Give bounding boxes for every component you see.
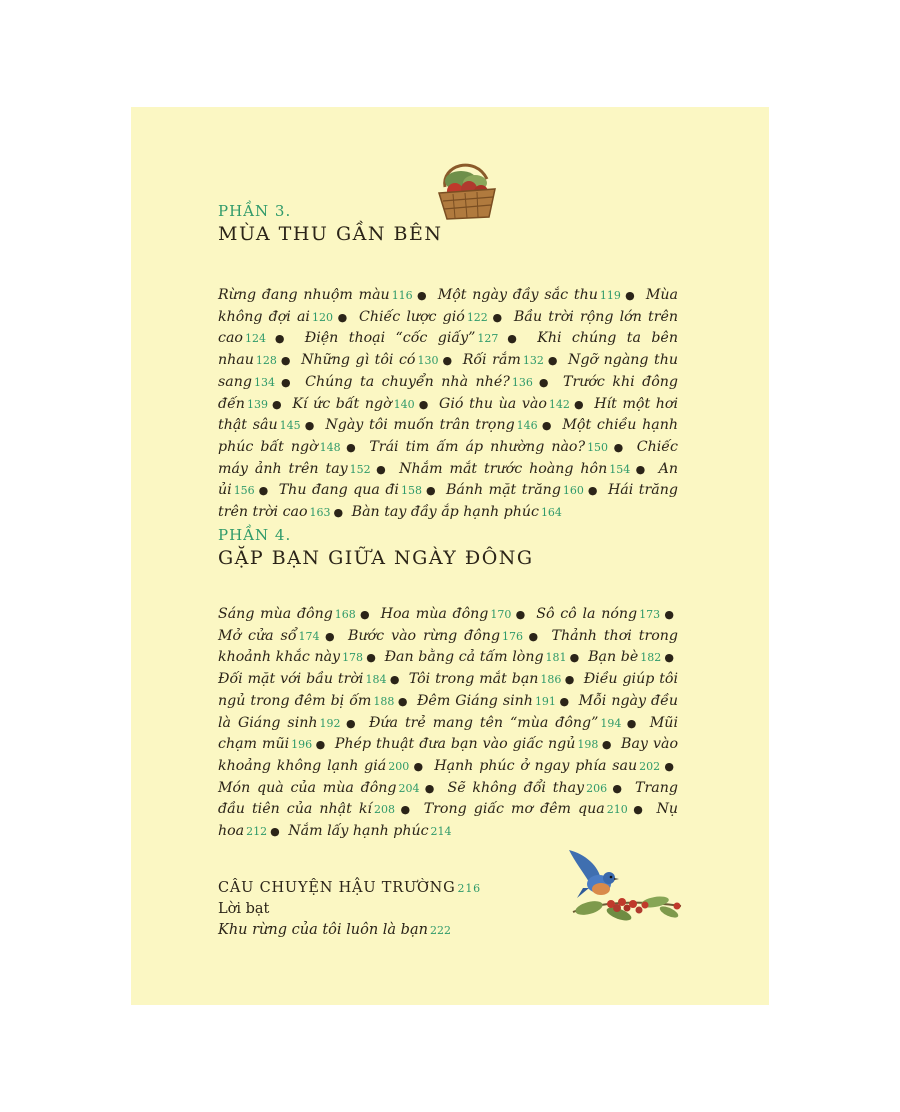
entry-title: Đứa trẻ mang tên “mùa đông” — [368, 714, 599, 731]
toc-entry[interactable] — [301, 352, 438, 368]
toc-entry[interactable] — [536, 606, 660, 622]
toc-entry[interactable] — [348, 628, 523, 644]
part-4-toc — [218, 604, 678, 843]
bullet-icon: ● — [501, 332, 523, 346]
entry-title: Hạnh phúc ở ngay phía sau — [434, 757, 638, 774]
toc-entry[interactable] — [352, 504, 562, 520]
entry-page: 122 — [466, 310, 488, 324]
bullet-icon: ● — [569, 651, 580, 665]
bullet-icon: ● — [663, 759, 675, 773]
part-3-toc — [218, 285, 678, 524]
bullet-icon: ● — [333, 506, 344, 520]
entry-page: 208 — [373, 803, 395, 817]
entry-page: 196 — [291, 738, 313, 752]
part-3-label: PHẦN 3. — [218, 202, 292, 220]
entry-page: 120 — [311, 310, 333, 324]
entry-title: Kí ức bất ngờ — [292, 395, 392, 412]
entry-title: Rối rắm — [462, 352, 521, 369]
toc-entry[interactable] — [399, 461, 630, 477]
entry-page: 150 — [587, 440, 609, 454]
entry-title: Những gì tôi có — [301, 352, 416, 369]
entry-title: Trong giấc mơ đêm qua — [423, 801, 605, 818]
bullet-icon: ● — [412, 759, 425, 773]
entry-title: Gió thu ùa vào — [439, 395, 547, 412]
entry-title: Thảnh thơi trong khoảnh khắc này — [218, 627, 678, 666]
entry-page: 182 — [640, 651, 662, 665]
bullet-icon: ● — [366, 651, 376, 665]
entry-page: 200 — [388, 759, 410, 773]
entry-title: Nắm lấy hạnh phúc — [288, 823, 429, 840]
entry-title: Trái tim ấm áp nhường nào? — [369, 438, 586, 455]
behind-scenes-page: 216 — [457, 882, 481, 895]
bluebird-on-berry-branch-illustration — [559, 842, 689, 928]
entry-title: Tôi trong mắt bạn — [408, 671, 539, 688]
toc-entry[interactable] — [218, 780, 420, 796]
entry-title: Trang đầu tiên của nhật kí — [218, 779, 678, 818]
part-3-section — [218, 202, 678, 524]
entry-page: 204 — [398, 781, 420, 795]
entry-page: 212 — [246, 825, 268, 839]
entry-title: Hoa mùa đông — [380, 606, 489, 622]
toc-entry[interactable] — [446, 482, 584, 498]
entry-title: Nhắm mắt trước hoàng hôn — [399, 460, 608, 477]
entry-title: Mùa không đợi ai — [218, 287, 678, 325]
bullet-icon: ● — [279, 354, 292, 368]
bullet-icon: ● — [564, 673, 575, 687]
toc-entry[interactable] — [447, 780, 607, 796]
book-page — [131, 107, 769, 1005]
entry-title: Bước vào rừng đông — [348, 627, 501, 644]
entry-page: 181 — [545, 651, 567, 665]
toc-entry[interactable] — [434, 758, 660, 774]
entry-title: An ủi — [218, 460, 679, 499]
entry-page: 124 — [244, 332, 266, 346]
entry-title: Ngày tôi muốn trân trọng — [325, 417, 515, 434]
bullet-icon: ● — [397, 694, 408, 708]
entry-title: Bay vào khoảng không lạnh giá — [218, 736, 678, 774]
bullet-icon: ● — [546, 354, 559, 368]
entry-title: Mở cửa sổ — [218, 627, 297, 644]
entry-page: 178 — [342, 651, 364, 665]
entry-title: Hít một hơi thật sâu — [218, 395, 678, 434]
bullet-icon: ● — [373, 462, 389, 476]
behind-scenes-title: CÂU CHUYỆN HẬU TRƯỜNG — [218, 880, 456, 896]
entry-title: Một ngày đầy sắc thu — [437, 287, 598, 303]
bullet-icon: ● — [441, 354, 454, 368]
toc-entry[interactable] — [369, 439, 608, 455]
bullet-icon: ● — [490, 310, 504, 324]
afterword-page: 222 — [429, 924, 451, 937]
toc-entry[interactable] — [417, 693, 556, 709]
bullet-icon: ● — [358, 608, 371, 621]
bullet-icon: ● — [526, 629, 541, 643]
part-4-title: GẶP BẠN GIỮA NGÀY ĐÔNG — [218, 547, 534, 569]
entry-title: Thu đang qua đi — [278, 482, 399, 499]
part-4-label: PHẦN 4. — [218, 526, 292, 544]
toc-entry[interactable] — [218, 287, 413, 303]
bullet-icon: ● — [343, 440, 359, 454]
bullet-icon: ● — [315, 738, 326, 752]
entry-title: Sẽ không đổi thay — [447, 779, 585, 796]
bullet-icon: ● — [270, 397, 283, 411]
entry-title: Khi chúng ta bên nhau — [218, 330, 678, 369]
entry-page: 158 — [400, 484, 422, 498]
entry-page: 139 — [246, 397, 268, 411]
entry-page: 146 — [516, 419, 538, 433]
bullet-icon: ● — [623, 289, 637, 302]
entry-page: 206 — [586, 781, 608, 795]
bullet-icon: ● — [540, 419, 553, 433]
toc-entry[interactable] — [424, 801, 628, 817]
toc-entry[interactable] — [359, 309, 488, 325]
entry-page: 119 — [599, 289, 621, 302]
bullet-icon: ● — [424, 484, 437, 498]
entry-page: 154 — [609, 462, 631, 476]
bullet-icon: ● — [630, 803, 646, 817]
entry-page: 145 — [279, 419, 301, 433]
bullet-icon: ● — [514, 608, 527, 621]
toc-entry[interactable] — [439, 396, 570, 412]
entry-page: 148 — [319, 440, 341, 454]
entry-page: 163 — [309, 506, 331, 520]
entry-title: Chiếc máy ảnh trên tay — [218, 438, 678, 477]
bullet-icon: ● — [268, 332, 291, 346]
entry-page: 128 — [255, 354, 277, 368]
bullet-icon: ● — [572, 397, 585, 411]
bullet-icon: ● — [389, 673, 400, 687]
bullet-icon: ● — [270, 825, 280, 839]
toc-entry[interactable] — [305, 330, 499, 346]
part-3-title: MÙA THU GẦN BÊN — [218, 223, 443, 245]
part-4-section — [218, 526, 678, 843]
bullet-icon: ● — [417, 397, 430, 411]
toc-entry[interactable] — [305, 374, 533, 390]
toc-entry[interactable] — [588, 649, 661, 665]
toc-entry[interactable] — [288, 823, 451, 839]
back-matter — [218, 878, 538, 941]
entry-page: 173 — [639, 608, 661, 621]
bullet-icon: ● — [624, 716, 639, 730]
entry-title: Bàn tay đầy ắp hạnh phúc — [351, 504, 539, 521]
bullet-icon: ● — [535, 375, 552, 389]
entry-page: 198 — [577, 738, 599, 752]
toc-entry[interactable] — [463, 352, 544, 368]
entry-page: 132 — [522, 354, 544, 368]
afterword-entry[interactable] — [218, 920, 538, 941]
bullet-icon: ● — [335, 310, 349, 324]
entry-title: Sô cô la nóng — [536, 606, 638, 622]
entry-page: 176 — [502, 629, 524, 643]
toc-entry[interactable] — [218, 628, 320, 644]
toc-entry[interactable] — [335, 736, 598, 752]
entry-title: Ngỡ ngàng thu sang — [218, 352, 679, 390]
toc-entry[interactable] — [438, 287, 621, 303]
entry-page: 134 — [253, 375, 275, 389]
toc-entry[interactable] — [218, 671, 386, 687]
entry-page: 194 — [600, 716, 622, 730]
entry-title: Điều giúp tôi ngủ trong đêm bị ốm — [218, 671, 678, 709]
entry-page: 140 — [393, 397, 415, 411]
bullet-icon: ● — [277, 375, 294, 389]
entry-title: Đối mặt với bầu trời — [218, 671, 364, 688]
entry-title: Đan bằng cả tấm lòng — [384, 649, 544, 666]
entry-title: Món quà của mùa đông — [218, 779, 397, 796]
bullet-icon: ● — [611, 440, 626, 454]
entry-title: Điện thoại “cốc giấy” — [304, 330, 476, 347]
entry-page: 188 — [373, 694, 395, 708]
entry-page: 202 — [639, 759, 661, 773]
entry-title: Bầu trời rộng lớn trên cao — [218, 308, 679, 347]
bullet-icon: ● — [664, 651, 674, 665]
entry-title: Chiếc lược gió — [358, 308, 465, 325]
toc-entry[interactable] — [381, 606, 512, 622]
entry-page: 116 — [391, 289, 413, 302]
entry-page: 174 — [298, 629, 320, 643]
entry-title: Bạn bè — [588, 649, 639, 666]
entry-title: Nụ hoa — [218, 801, 678, 840]
bullet-icon: ● — [303, 419, 316, 433]
entry-page: 127 — [477, 332, 499, 346]
bullet-icon: ● — [601, 738, 612, 752]
entry-page: 210 — [606, 803, 628, 817]
behind-scenes-entry[interactable] — [218, 878, 538, 899]
toc-entry[interactable] — [325, 417, 537, 433]
entry-title: Đêm Giáng sinh — [416, 692, 533, 709]
entry-title: Phép thuật đưa bạn vào giấc ngủ — [334, 736, 576, 753]
entry-page: 214 — [430, 825, 452, 839]
entry-page: 130 — [417, 354, 439, 368]
bullet-icon: ● — [558, 694, 570, 708]
toc-entry[interactable] — [279, 482, 422, 498]
entry-page: 168 — [334, 608, 356, 621]
entry-page: 186 — [540, 673, 562, 687]
entry-page: 170 — [490, 608, 512, 621]
entry-page: 136 — [511, 375, 533, 389]
bullet-icon: ● — [257, 484, 270, 498]
entry-page: 184 — [365, 673, 387, 687]
afterword-title: Lời bạt — [218, 901, 270, 917]
entry-title: Trước khi đông đến — [218, 373, 679, 412]
bullet-icon: ● — [586, 484, 599, 498]
bullet-icon: ● — [397, 803, 413, 817]
bullet-icon: ● — [422, 781, 437, 795]
entry-page: 156 — [233, 484, 255, 498]
bullet-icon: ● — [343, 716, 358, 730]
entry-page: 191 — [534, 694, 556, 708]
entry-title: Rừng đang nhuộm màu — [218, 287, 390, 303]
entry-title: Chúng ta chuyển nhà nhé? — [305, 373, 510, 390]
entry-page: 192 — [319, 716, 341, 730]
entry-title: Bánh mặt trăng — [446, 482, 561, 499]
afterword-subtitle: Khu rừng của tôi luôn là bạn — [218, 922, 428, 938]
toc-entry[interactable] — [292, 396, 414, 412]
toc-entry[interactable] — [218, 606, 356, 622]
entry-page: 160 — [562, 484, 584, 498]
entry-title: Mũi chạm mũi — [218, 714, 678, 753]
bullet-icon: ● — [322, 629, 338, 643]
toc-entry[interactable] — [369, 715, 621, 731]
entry-title: Sáng mùa đông — [218, 606, 333, 622]
entry-title: Mỗi ngày đều là Giáng sinh — [218, 692, 678, 731]
bullet-icon: ● — [610, 781, 625, 795]
toc-entry[interactable] — [409, 671, 562, 687]
entry-title: Một chiều hạnh phúc bất ngờ — [218, 417, 678, 455]
bullet-icon: ● — [663, 608, 674, 621]
entry-page: 142 — [548, 397, 570, 411]
entry-title: Hái trăng trên trời cao — [218, 482, 678, 521]
toc-entry[interactable] — [385, 649, 567, 665]
bullet-icon: ● — [633, 462, 648, 476]
bullet-icon: ● — [415, 289, 428, 302]
entry-page: 152 — [349, 462, 371, 476]
entry-page: 164 — [540, 506, 562, 520]
